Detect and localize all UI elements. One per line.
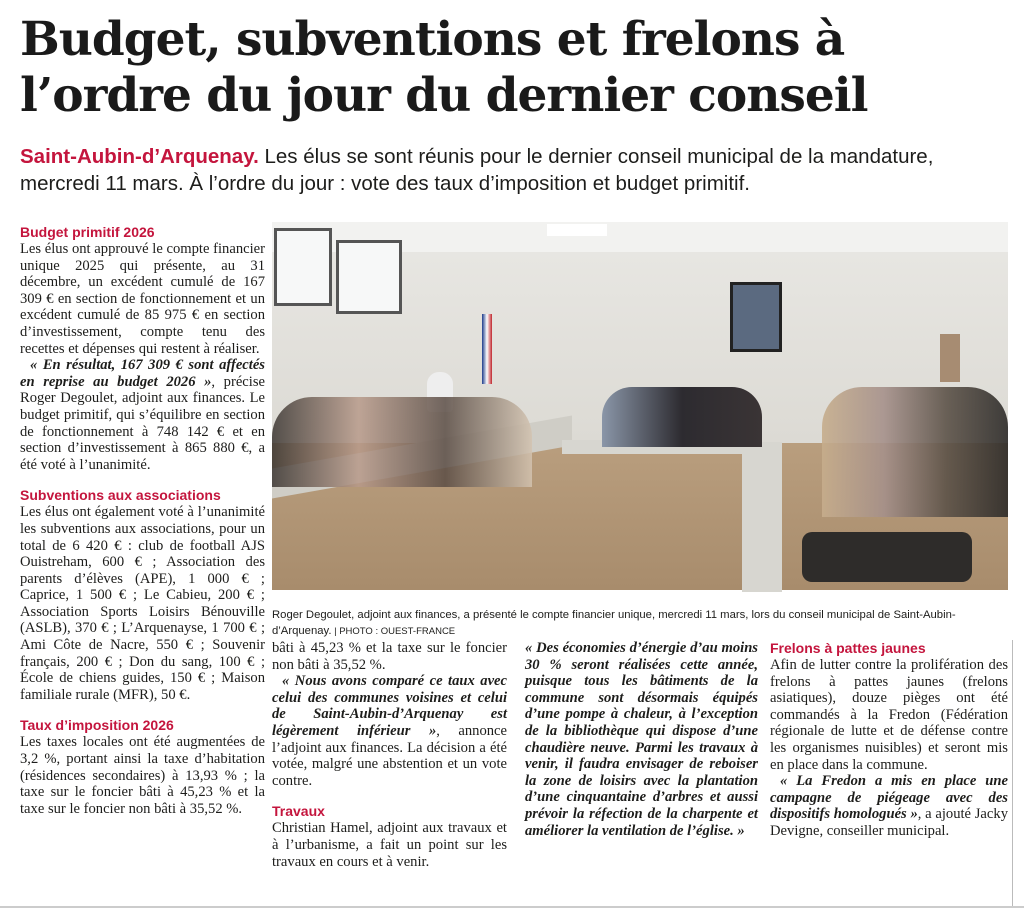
frelons-quote-paragraph [770,773,1008,839]
article-title: Budget, subventions et frelons à l’ordre du jour du dernier conseil [20,12,868,123]
photo-caption [272,607,1012,640]
taux-quote-attribution: , annonce l’adjoint aux finances. La décision a été votée, malgré une abstention et un vote contre. [272,722,507,789]
section-heading-subventions: Subventions aux associations [20,487,221,504]
column-divider [1012,640,1013,906]
bottom-rule [0,906,1024,908]
budget-paragraph: Les élus ont approuvé le compte financier unique 2025 qui présente, au 31 décembre, un excédent cumulé de 167 309 € en section de fonctionnement et un excédent cumulé de 85 975 € en section d’investissement, compte tenu des recettes et dépenses qui restent à réaliser. [20,241,265,357]
taux-quote: « Nous avons comparé ce taux avec celui des communes voisines et celui de Saint-Aubin-d’Arquenay est légèrement inférieur » [272,673,507,739]
column-4 [770,640,1008,840]
budget-quote: « En résultat, 167 309 € sont affectés en reprise au budget 2026 » [20,357,265,390]
travaux-paragraph: Christian Hamel, adjoint aux travaux et à l’urbanisme, a fait un point sur les travaux en cours et à venir. [272,820,507,870]
column-1 [20,224,265,817]
frelons-paragraph: Afin de lutter contre la prolifération des frelons à pattes jaunes (frelons asiatiques), douze pièges ont été commandés à la Fredon (Fédération régionale de lutte et de défense contre les organismes nuisibles) et seront mis en place dans la commune. [770,657,1008,773]
section-heading-taux: Taux d’imposition 2026 [20,717,174,734]
section-heading-frelons: Frelons à pattes jaunes [770,640,926,656]
article-lede [20,143,1010,197]
travaux-quote-paragraph [525,640,758,839]
taux-paragraph-1: Les taxes locales ont été augmentées de 3,2 %, portant ainsi la taxe d’habitation (résidences secondaires) à 13,93 % ; la taxe sur le foncier bâti à 45,23 % et la taxe sur le foncier non bâti à 35,52 %. [20,734,265,817]
photo-credit: | PHOTO : OUEST-FRANCE [331,626,456,638]
caption-text: Roger Degoulet, adjoint aux finances, a présenté le compte financier unique, mercredi 11 mars, lors du conseil municipal de Saint-Aubin-d’Arquenay. [272,609,956,638]
subventions-paragraph: Les élus ont également voté à l’unanimité les subventions aux associations, pour un total de 6 420 € : club de football AJS Ouistreham, 600 € ; Association des parents d’élèves (APE), 1 000 € ; Caprice, 1 500 € ; Le Cabieu, 200 € ; Association Sports Loisirs Bénouville (ASLB), 370 € ; L’Arquenayse, 1 700 € ; Ami Côte de Nacre, 550 € ; Souvenir français, 200 € ; Don du sang, 100 € ; École de chiens guides, 150 € ; Maison familiale rurale (MFR), 50 €. [20,504,265,703]
column-2 [272,640,507,870]
taux-quote-paragraph [272,673,507,789]
budget-quote-paragraph [20,357,265,473]
lede-place: Saint-Aubin-d’Arquenay. [20,145,259,168]
frelons-quote: « La Fredon a mis en place une campagne de piégeage avec des dispositifs homologués » [770,773,1008,823]
lede-text: Les élus se sont réunis pour le dernier conseil municipal de la mandature, mercredi 11 mars. À l’ordre du jour : vote des taux d’imposition et budget primitif. [20,145,934,195]
budget-quote-attribution: , précise Roger Degoulet, adjoint aux finances. Le budget primitif, qui s’équilibre en section de fonctionnement à 748 142 € et en section d’investissement à 865 880 €, a été voté à l’unanimité. [20,373,265,473]
section-heading-budget: Budget primitif 2026 [20,224,155,240]
column-3 [525,640,758,839]
council-meeting-photo [272,222,1008,590]
section-heading-travaux: Travaux [272,803,325,820]
frelons-quote-attribution: , a ajouté Jacky Devigne, conseiller municipal. [770,806,1008,839]
travaux-quote: « Des économies d’énergie d’au moins 30 % seront réalisées cette année, puisque tous les bâtiments de la commune sont désormais équipés d’une pompe à chaleur, à l’exception de la bibliothèque qui dispose d’une chaudière neuve. Parmi les travaux à venir, il faudra envisager de reboiser la zone de loisirs avec la plantation d’une cinquantaine d’arbres et aussi prévoir la réfection de la charpente et améliorer la ventilation de l’église. » [525,640,758,839]
taux-paragraph-2: bâti à 45,23 % et la taxe sur le foncier non bâti à 35,52 %. [272,640,507,673]
